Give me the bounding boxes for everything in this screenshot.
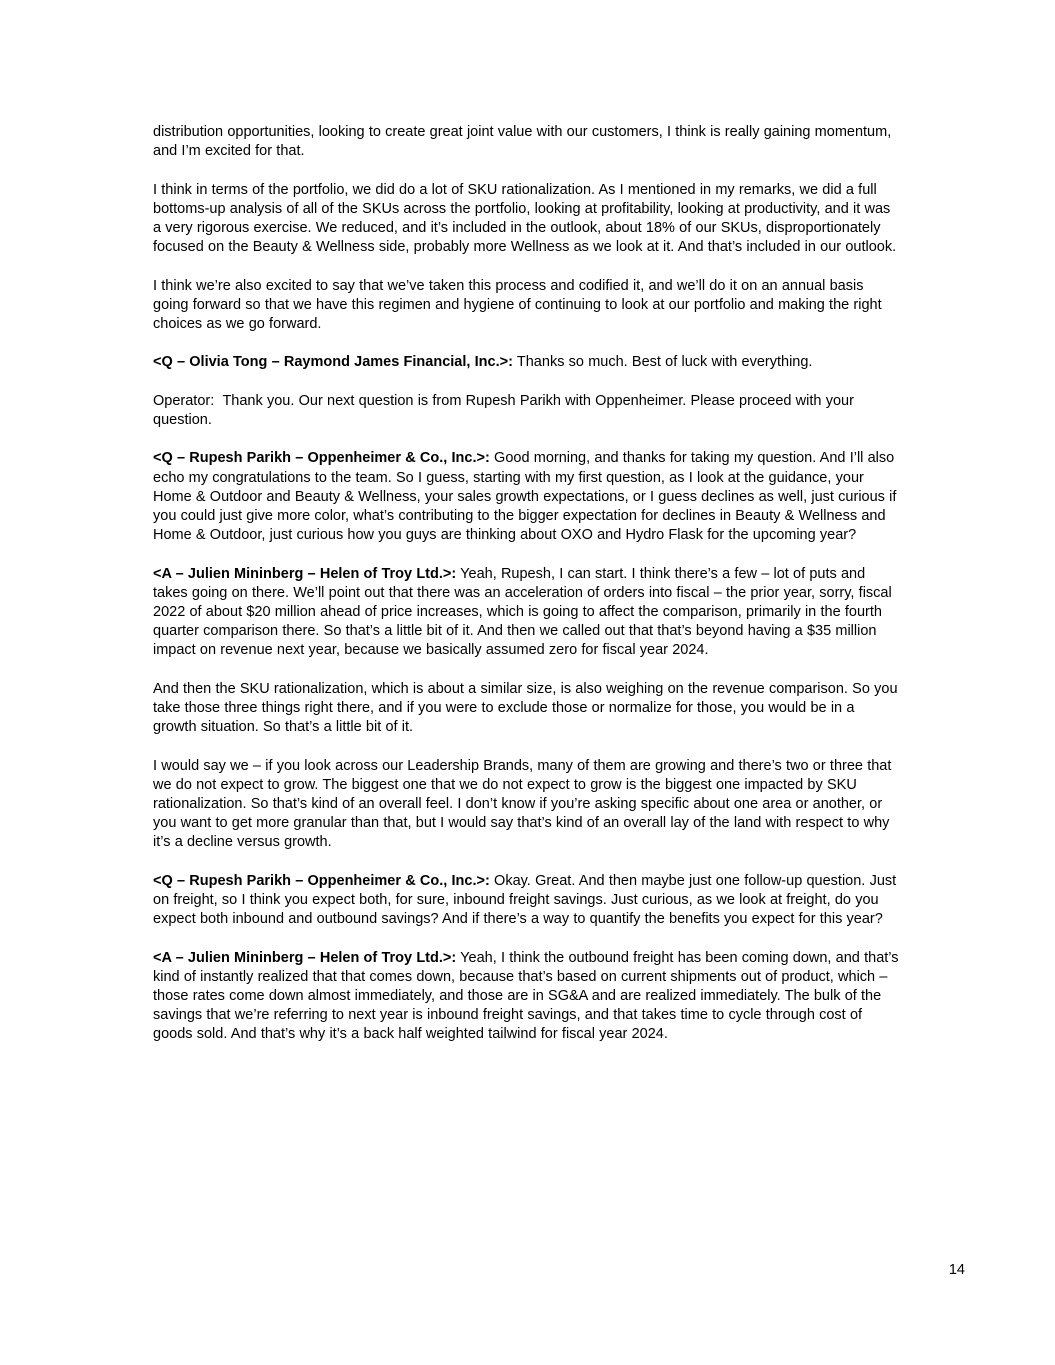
transcript-paragraph xyxy=(153,757,900,853)
paragraph-text: Okay. Great. And then maybe just one follow-up question. Just on freight, so I think you expect both, for sure, inbound freight savings. Just curious, as we look at freight, do you expect both inbound and outbound savings? And if there’s a way to quantify the benefits you expect for this year? xyxy=(153,872,901,928)
paragraph-text: I would say we – if you look across our Leadership Brands, many of them are growing and there’s two or three that we do not expect to grow. The biggest one that we do not expect to grow is the biggest one impacted by SKU rationalization. So that’s kind of an overall feel. I don’t know if you’re asking specific about one area or another, or you want to get more granular than that, but I would say that’s kind of an overall lay of the land with respect to why it’s a decline versus growth. xyxy=(153,757,896,851)
transcript-paragraph xyxy=(153,123,900,161)
transcript-paragraph xyxy=(153,565,900,661)
paragraph-text: Good morning, and thanks for taking my question. And I’ll also echo my congratulations to the team. So I guess, starting with my first question, as I look at the guidance, your Home & Outdoor and Beauty & Wellness, your sales growth expectations, or I guess declines as well, just curious if you could just give more color, what’s contributing to the bigger expectation for declines in Beauty & Wellness and Home & Outdoor, just curious how you guys are thinking about OXO and Hydro Flask for the upcoming year? xyxy=(153,450,901,544)
speaker-label: <Q – Rupesh Parikh – Oppenheimer & Co., Inc.>: xyxy=(153,872,490,889)
transcript-paragraph xyxy=(153,949,903,1045)
speaker-label: <A – Julien Mininberg – Helen of Troy Ltd.>: xyxy=(153,949,457,966)
transcript-body xyxy=(153,123,903,1064)
transcript-paragraph xyxy=(153,680,900,738)
paragraph-text: I think in terms of the portfolio, we did do a lot of SKU rationalization. As I mentioned in my remarks, we did a full bottoms-up analysis of all of the SKUs across the portfolio, looking at profitability, looking at productivity, and it was a very rigorous exercise. We reduced, and it’s included in the outlook, about 18% of our SKUs, disproportionately focused on the Beauty & Wellness side, probably more Wellness as we look at it. And that’s included in our outlook. xyxy=(153,181,897,256)
paragraph-text: distribution opportunities, looking to create great joint value with our customers, I think is really gaining momentum, and I’m excited for that. xyxy=(153,124,896,160)
transcript-paragraph xyxy=(153,181,900,258)
paragraph-text: And then the SKU rationalization, which is about a similar size, is also weighing on the revenue comparison. So you take those three things right there, and if you were to exclude those or normalize for those, you would be in a growth situation. So that’s a little bit of it. xyxy=(153,680,902,736)
speaker-label: <Q – Rupesh Parikh – Oppenheimer & Co., Inc.>: xyxy=(153,450,490,467)
speaker-label: <Q – Olivia Tong – Raymond James Financial, Inc.>: xyxy=(153,354,513,371)
transcript-paragraph xyxy=(153,449,900,545)
paragraph-text: Thanks so much. Best of luck with everything. xyxy=(512,354,813,371)
paragraph-text: Yeah, I think the outbound freight has been coming down, and that’s kind of instantly realized that that comes down, because that’s based on current shipments out of product, which – those rates come down almost immediately, and those are in SG&A and are realized immediately. The bulk of the savings that we’re referring to next year is inbound freight savings, and that takes time to cycle through cost of goods sold. And that’s why it’s a back half weighted tailwind for fiscal year 2024. xyxy=(153,949,903,1043)
transcript-paragraph xyxy=(153,353,900,372)
transcript-paragraph xyxy=(153,392,900,430)
transcript-paragraph xyxy=(153,277,900,335)
speaker-label: <A – Julien Mininberg – Helen of Troy Ltd.>: xyxy=(153,565,457,582)
paragraph-text: Operator: Thank you. Our next question is from Rupesh Parikh with Oppenheimer. Please proceed with your question. xyxy=(153,392,859,428)
paragraph-text: I think we’re also excited to say that we’ve taken this process and codified it, and we’ll do it on an annual basis going forward so that we have this regimen and hygiene of continuing to look at our portfolio and making the right choices as we go forward. xyxy=(153,277,886,332)
transcript-paragraph xyxy=(153,872,900,930)
paragraph-text: Yeah, Rupesh, I can start. I think there’s a few – lot of puts and takes going on there. We’ll point out that there was an acceleration of orders into fiscal – the prior year, sorry, fiscal 2022 of about $20 million ahead of price increases, which is going to affect the comparison, primarily in the fourth quarter comparison there. So that’s a little bit of it. And then we called out that that’s beyond having a $35 million impact on revenue next year, because we basically assumed zero for fiscal year 2024. xyxy=(153,565,896,659)
page-number: 14 xyxy=(948,1262,965,1278)
